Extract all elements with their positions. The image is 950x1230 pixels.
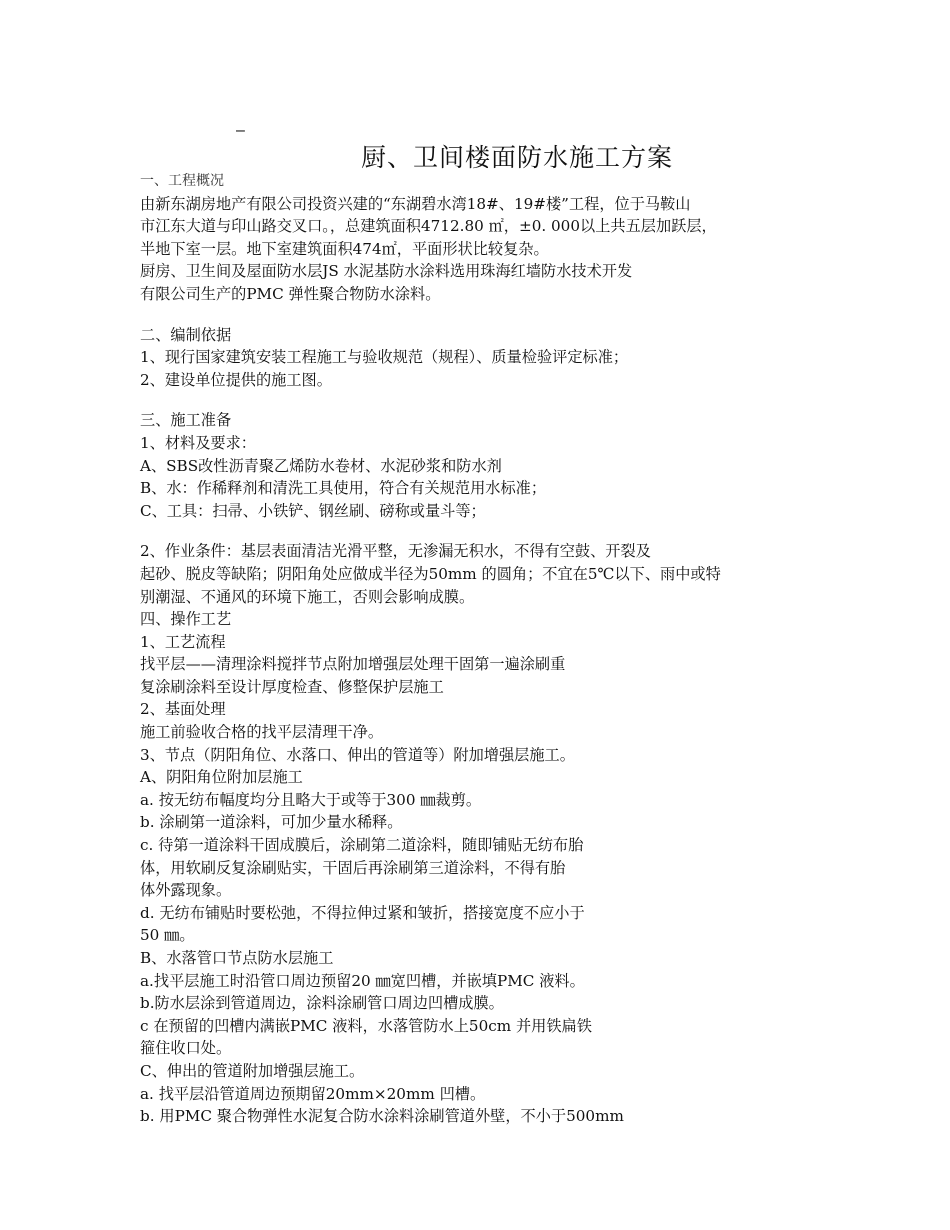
text-line: 施工前验收合格的找平层清理干净。 (140, 723, 383, 742)
text-line: b.防水层涂到管道周边，涂料涂刷管口周边凹槽成膜。 (140, 994, 504, 1013)
text-line: 起砂、脱皮等缺陷；阴阳角处应做成半径为50mm 的圆角；不宜在5℃以下、雨中或特 (140, 564, 721, 583)
section-heading: 三、施工准备 (140, 411, 232, 430)
text-line: 有限公司生产的PMC 弹性聚合物防水涂料。 (140, 284, 441, 303)
text-line: 体，用软刷反复涂刷贴实，干固后再涂刷第三道涂料，不得有胎 (140, 858, 566, 877)
text-line: A、阴阳角位附加层施工 (140, 768, 303, 787)
text-line: C、工具：扫帚、小铁铲、钢丝刷、磅称或量斗等； (140, 501, 486, 520)
section-heading: 一、工程概况 (140, 173, 224, 189)
text-line: B、水：作稀释剂和清洗工具使用，符合有关规范用水标准； (140, 479, 547, 498)
text-line: c 在预留的凹槽内满嵌PMC 液料，水落管防水上50cm 并用铁扁铁 (140, 1016, 592, 1035)
text-line: 1、材料及要求： (140, 433, 256, 452)
text-line: 别潮湿、不通风的环境下施工，否则会影响成膜。 (140, 587, 475, 606)
text-line: A、SBS改性沥青聚乙烯防水卷材、水泥砂浆和防水剂 (140, 456, 502, 475)
text-line: a. 按无纺布幅度均分且略大于或等于300 ㎜裁剪。 (140, 790, 482, 809)
text-line: d. 无纺布铺贴时要松弛，不得拉伸过紧和皱折，搭接宽度不应小于 (140, 903, 585, 922)
blank-line (140, 391, 820, 409)
blank-line (140, 522, 820, 540)
header-dash: – (236, 122, 245, 139)
text-line: 由新东湖房地产有限公司投资兴建的“东湖碧水湾18#、19#楼”工程，位于马鞍山 (140, 194, 691, 213)
text-line: 50 ㎜。 (140, 926, 195, 945)
text-line: 体外露现象。 (140, 881, 232, 900)
text-line: 2、基面处理 (140, 700, 226, 719)
text-line: 箍住收口处。 (140, 1039, 232, 1058)
text-line: C、伸出的管道附加增强层施工。 (140, 1061, 365, 1080)
text-line: a. 找平层沿管道周边预期留20mm×20mm 凹槽。 (140, 1084, 486, 1103)
document-title (0, 138, 950, 174)
blank-line (140, 306, 820, 324)
text-line: 2、作业条件：基层表面清洁光滑平整，无渗漏无积水，不得有空鼓、开裂及 (140, 542, 651, 561)
section-heading: 四、操作工艺 (140, 610, 232, 629)
text-line: 3、节点（阴阳角位、水落口、伸出的管道等）附加增强层施工。 (140, 745, 575, 764)
text-line: b. 涂刷第一道涂料，可加少量水稀释。 (140, 813, 403, 832)
text-line: b. 用PMC 聚合物弹性水泥复合防水涂料涂刷管道外壁，不小于500mm (140, 1107, 624, 1126)
text-line: 找平层——清理涂料搅拌节点附加增强层处理干固第一遍涂刷重 (140, 655, 566, 674)
text-line: 半地下室一层。地下室建筑面积474㎡，平面形状比较复杂。 (140, 239, 549, 258)
text-line: 复涂刷涂料至设计厚度检查、修整保护层施工 (140, 677, 444, 696)
section-heading: 二、编制依据 (140, 325, 232, 344)
text-line: B、水落管口节点防水层施工 (140, 949, 334, 967)
text-line: c. 待第一道涂料干固成膜后，涂刷第二道涂料，随即铺贴无纺布胎 (140, 836, 584, 855)
text-line: 厨房、卫生间及屋面防水层JS 水泥基防水涂料选用珠海红墙防水技术开发 (140, 262, 633, 281)
text-line: 2、建设单位提供的施工图。 (140, 370, 332, 389)
text-line: 1、工艺流程 (140, 632, 226, 651)
text-line: 市江东大道与印山路交叉口。，总建筑面积4712.80 ㎡，±0. 000以上共五层加跃层， (140, 217, 717, 236)
text-line: a.找平层施工时沿管口周边预留20 ㎜宽凹槽，并嵌填PMC 液料。 (140, 971, 585, 990)
text-line: 1、现行国家建筑安装工程施工与验收规范（规程）、质量检验评定标准； (140, 348, 629, 367)
document-title-text: 厨、卫间楼面防水施工方案 (360, 143, 673, 172)
document-body (140, 170, 820, 1128)
